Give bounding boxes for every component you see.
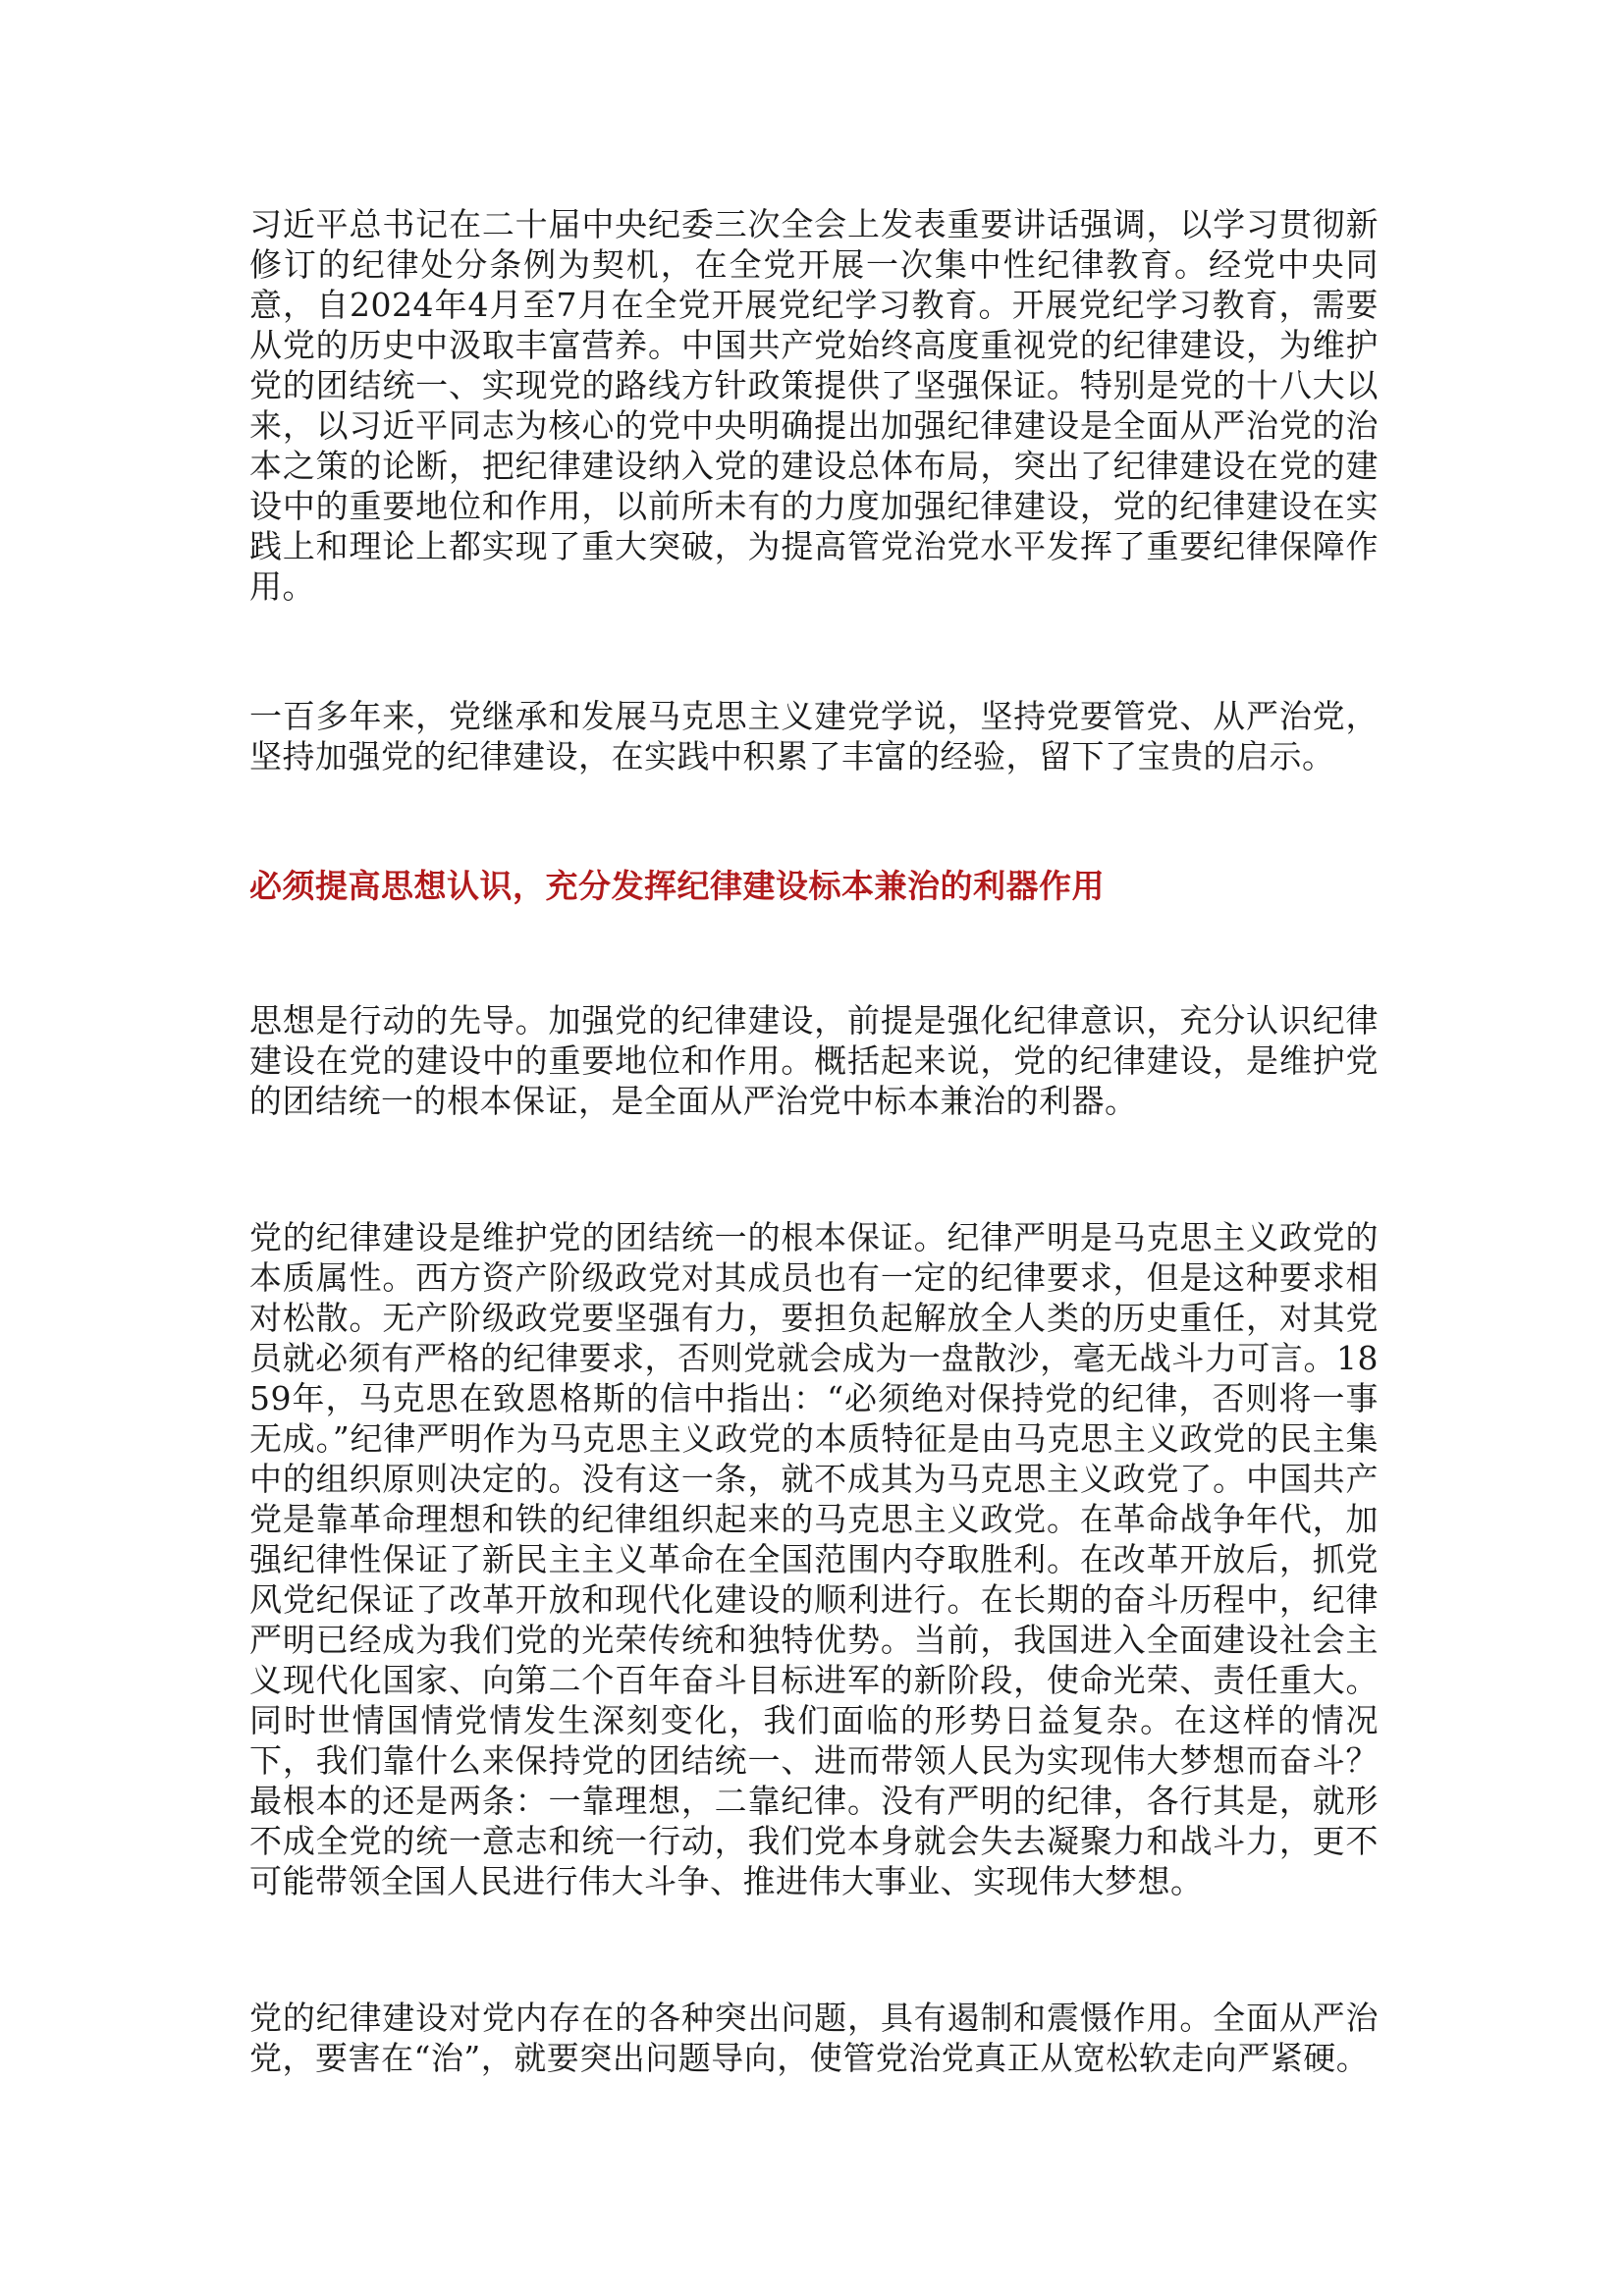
section-heading: 必须提高思想认识，充分发挥纪律建设标本兼治的利器作用 [249,867,1105,905]
document-page [249,204,1379,2078]
intro-paragraph: 习近平总书记在二十届中央纪委三次全会上发表重要讲话强调，以学习贯彻新修订的纪律处分条例为契机，在全党开展一次集中性纪律教育。经党中央同意，自2024年4月至7月在全党开展党纪学习教育。开展党纪学习教育，需要从党的历史中汲取丰富营养。中国共产党始终高度重视党的纪律建设，为维护党的团结统一、实现党的路线方针政策提供了坚强保证。特别是党的十八大以来，以习近平同志为核心的党中央明确提出加强纪律建设是全面从严治党的治本之策的论断，把纪律建设纳入党的建设总体布局，突出了纪律建设在党的建设中的重要地位和作用，以前所未有的力度加强纪律建设，党的纪律建设在实践上和理论上都实现了重大突破，为提高管党治党水平发挥了重要纪律保障作用。 [249,205,1379,606]
deterrence-paragraph: 党的纪律建设对党内存在的各种突出问题，具有遏制和震慑作用。全面从严治党，要害在“治”，就要突出问题导向，使管党治党真正从宽松软走向严紧硬。 [249,1999,1379,2077]
unity-paragraph: 党的纪律建设是维护党的团结统一的根本保证。纪律严明是马克思主义政党的本质属性。西方资产阶级政党对其成员也有一定的纪律要求，但是这种要求相对松散。无产阶级政党要坚强有力，要担负起解放全人类的历史重任，对其党员就必须有严格的纪律要求，否则党就会成为一盘散沙，毫无战斗力可言。1859年，马克思在致恩格斯的信中指出：“必须绝对保持党的纪律，否则将一事无成。”纪律严明作为马克思主义政党的本质特征是由马克思主义政党的民主集中的组织原则决定的。没有这一条，就不成其为马克思主义政党了。中国共产党是靠革命理想和铁的纪律组织起来的马克思主义政党。在革命战争年代，加强纪律性保证了新民主主义革命在全国范围内夺取胜利。在改革开放后，抓党风党纪保证了改革开放和现代化建设的顺利进行。在长期的奋斗历程中，纪律严明已经成为我们党的光荣传统和独特优势。当前，我国进入全面建设社会主义现代化国家、向第二个百年奋斗目标进军的新阶段，使命光荣、责任重大。同时世情国情党情发生深刻变化，我们面临的形势日益复杂。在这样的情况下，我们靠什么来保持党的团结统一、进而带领人民为实现伟大梦想而奋斗？最根本的还是两条：一靠理想，二靠纪律。没有严明的纪律，各行其是，就形不成全党的统一意志和统一行动，我们党本身就会失去凝聚力和战斗力，更不可能带领全国人民进行伟大斗争、推进伟大事业、实现伟大梦想。 [249,1218,1379,1900]
history-paragraph: 一百多年来，党继承和发展马克思主义建党学说，坚持党要管党、从严治党，坚持加强党的纪律建设，在实践中积累了丰富的经验，留下了宝贵的启示。 [249,697,1379,775]
thought-paragraph: 思想是行动的先导。加强党的纪律建设，前提是强化纪律意识，充分认识纪律建设在党的建设中的重要地位和作用。概括起来说，党的纪律建设，是维护党的团结统一的根本保证，是全面从严治党中标本兼治的利器。 [249,1001,1379,1120]
